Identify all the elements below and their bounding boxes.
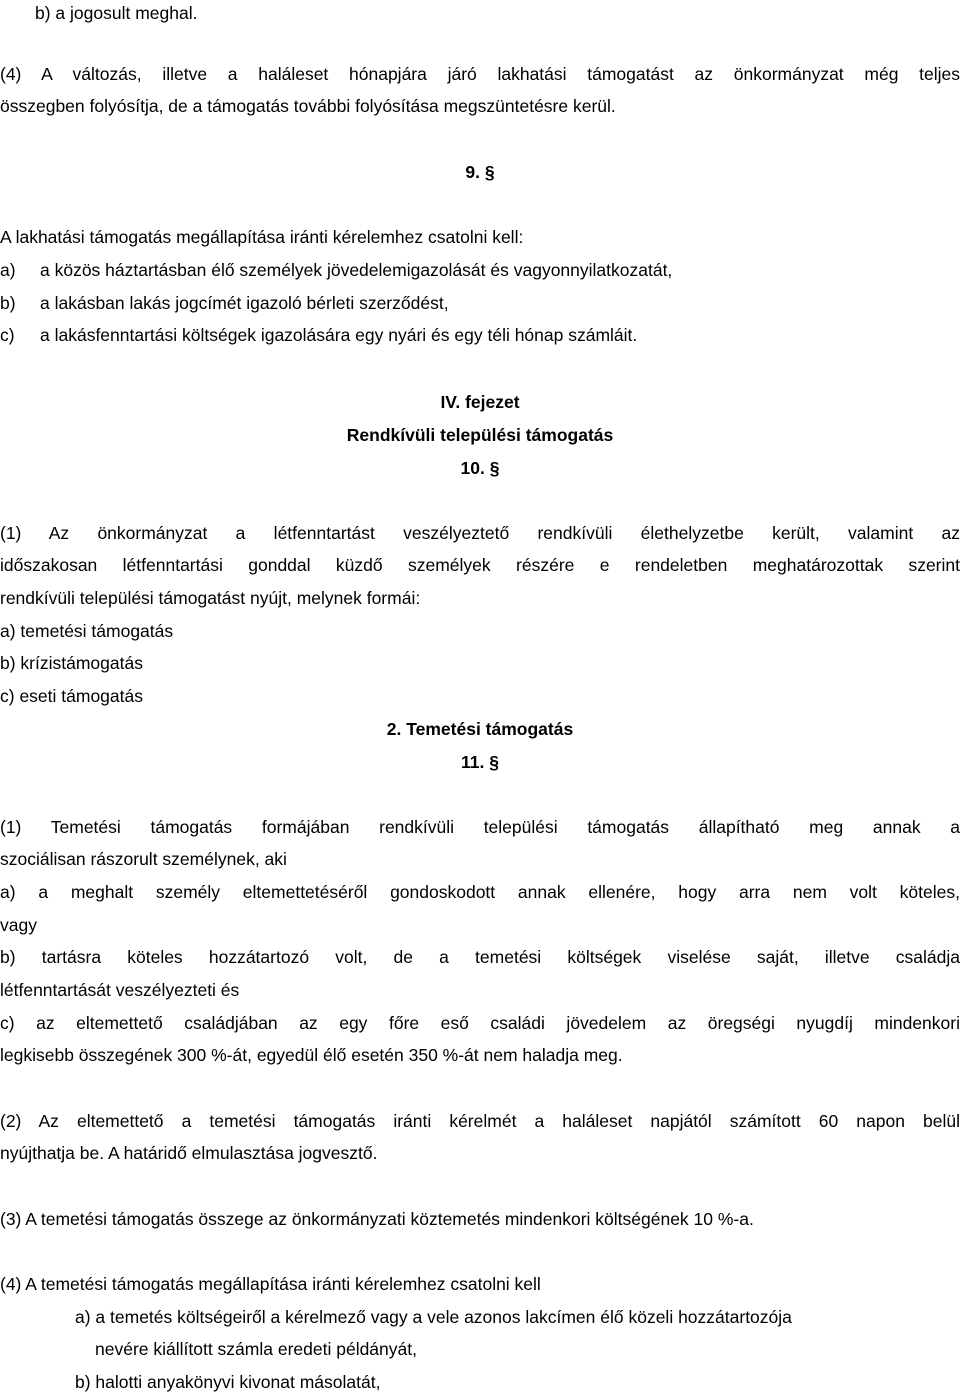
list-text: a lakásban lakás jogcímét igazoló bérleti szerződést, [40, 293, 449, 313]
paragraph-line: vagy [0, 915, 37, 935]
list-item: a) temetési támogatás [0, 621, 174, 641]
paragraph-line: legkisebb összegének 300 %-át, egyedül élő esetén 350 %-át nem haladja meg. [0, 1045, 623, 1065]
list-label: b) [0, 293, 16, 313]
section-heading-9: 9. § [465, 162, 495, 182]
list-item-continuation: nevére kiállított számla eredeti példányát, [95, 1339, 417, 1359]
paragraph-line: időszakosan létfenntartási gonddal küzdő személyek részére e rendeletben meghatározottak szerint [0, 555, 960, 575]
section-heading-10: 10. § [460, 458, 500, 478]
list-text: a közös háztartásban élő személyek jövedelemigazolását és vagyonnyilatkozatát, [40, 260, 673, 280]
list-item [0, 254, 960, 287]
list-item: b) krízistámogatás [0, 653, 143, 673]
paragraph-line: A lakhatási támogatás megállapítása iránti kérelemhez csatolni kell: [0, 227, 524, 247]
paragraph-line: szociálisan rászorult személynek, aki [0, 849, 287, 869]
paragraph-line: (4) A temetési támogatás megállapítása iránti kérelemhez csatolni kell [0, 1274, 541, 1294]
list-text: a lakásfenntartási költségek igazolására egy nyári és egy téli hónap számláit. [40, 325, 638, 345]
list-item: b) halotti anyakönyvi kivonat másolatát, [75, 1372, 381, 1392]
paragraph-line: (2) Az eltemettető a temetési támogatás iránti kérelmét a haláleset napjától számított 60 napon belül [0, 1111, 960, 1131]
paragraph-line: (3) A temetési támogatás összege az önkormányzati köztemetés mindenkori költségének 10 %-a. [0, 1209, 754, 1229]
list-item [0, 287, 960, 320]
paragraph-line: c) az eltemettető családjában az egy főre eső családi jövedelem az öregségi nyugdíj mindenkori [0, 1013, 960, 1033]
paragraph-line: (1) Temetési támogatás formájában rendkívüli települési támogatás állapítható meg annak a [0, 817, 960, 837]
paragraph-line: (4) A változás, illetve a haláleset hónapjára járó lakhatási támogatást az önkormányzat még teljes [0, 64, 960, 84]
paragraph-line: a) a meghalt személy eltemettetéséről gondoskodott annak ellenére, hogy arra nem volt köteles, [0, 882, 960, 902]
list-item: c) eseti támogatás [0, 686, 143, 706]
list-item: a) a temetés költségeiről a kérelmező vagy a vele azonos lakcímen élő közeli hozzátartozója [75, 1307, 792, 1327]
paragraph-line: rendkívüli települési támogatást nyújt, melynek formái: [0, 588, 421, 608]
paragraph-line: nyújthatja be. A határidő elmulasztása jogvesztő. [0, 1143, 378, 1163]
section-heading-11: 11. § [461, 752, 499, 772]
text-line: b) a jogosult meghal. [35, 3, 198, 23]
paragraph-line: létfenntartását veszélyezteti és [0, 980, 240, 1000]
paragraph-line: b) tartásra köteles hozzátartozó volt, de a temetési költségek viselése saját, illetve családja [0, 947, 960, 967]
paragraph-line: (1) Az önkormányzat a létfenntartást veszélyeztető rendkívüli élethelyzetbe került, valamint az [0, 523, 960, 543]
chapter-title: Rendkívüli települési támogatás [346, 425, 614, 445]
list-label: a) [0, 260, 16, 280]
subsection-heading: 2. Temetési támogatás [386, 719, 574, 739]
list-item [0, 319, 960, 352]
list-label: c) [0, 325, 15, 345]
chapter-heading: IV. fejezet [440, 392, 520, 412]
paragraph-line: összegben folyósítja, de a támogatás további folyósítása megszüntetésre kerül. [0, 96, 616, 116]
